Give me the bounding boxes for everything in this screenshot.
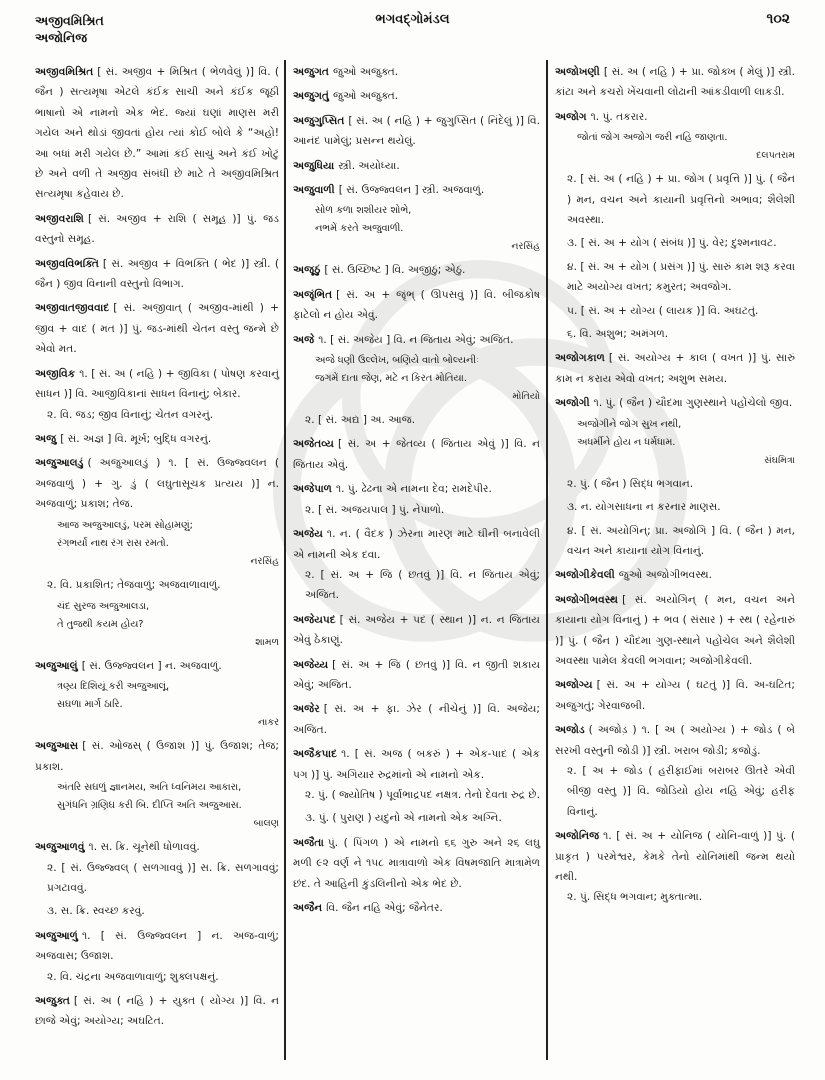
entry-headword: અજૃંભિત [293,288,333,301]
dictionary-entry [35,926,279,987]
entry-sense: ૨. પું. ( જ્યોતિષ ) પૂર્વાભાદ્રપદ નક્ષત્ર. તેનો દેવતા રુદ્ર છે. [305,788,540,801]
dictionary-entry [35,991,279,1032]
entry-headword: અજુ [35,432,57,445]
entry-text: [ સં. અજીવ + વિભક્તિ ( ભેદ )] સ્ત્રી. ( જૈન ) જીવ વિનાની વસ્તુનો વિભાગ. [35,257,279,291]
entry-definition [293,610,540,651]
quotation [293,202,540,256]
entry-definition [35,837,279,857]
entry-text: ૧. [ સં. ઉજ્જ્વલન ] ન. અજ-વાળું; અજવાસ; ઉજાશ. [35,929,279,963]
entry-sense: ૪. [ સં. અયોગિન્; પ્રા. અજોગિ ] વિ. ( જૈન ) મન, વચન અને કાયાના યોગ વિનાનું. [567,524,795,557]
quotation-line: જોતાં જોગ અજોગ જરી નહિ જાણતા. [577,132,728,144]
dictionary-entry [293,744,540,829]
entry-definition [293,744,540,785]
dictionary-entry [35,736,279,833]
entry-definition [35,62,279,205]
entry-text: ( અજોડ઼ ) ૧. [ અ ( અયોગ્ય ) + જોડ ( બે સરખી વસ્તુની જોડી )] સ્ત્રી. ખરાબ જોડી; કજોડું. [555,724,795,757]
entry-headword: અજીવવિભક્તિ [35,257,99,270]
page-header [0,0,825,56]
entry-definition [555,826,795,887]
dictionary-entry [293,111,540,152]
entry-sense: ૨. વિ. પ્રકાશિત; તેજવાળું; અજવાળાવાળું. [47,578,221,591]
entry-sense: ૪. [ સં. અ + યોગ ( પ્રસંગ )] પું. સારું કામ શરૂ કરવા માટે અયોગ્ય વખત; કમુરત; અવજોગ. [567,260,795,294]
guide-word-last: અજોનિજ [35,30,88,45]
entry-headword: અજોગીકેવલી [555,569,615,582]
entry-text: ૧. પું. ઢેઢના એ નામના દેવ; રામદેપીર. [335,483,492,496]
entry-text: સ્ત્રી. અયોધ્યા. [338,159,400,172]
dictionary-entry [35,429,279,449]
entry-text: [ સં. અ + જિ ( છતવું )] વિ. ન જીતી શકાય એવું; અજિત. [293,658,540,691]
entry-headword: અજોગ્ય [555,679,593,692]
dictionary-entry [293,479,540,520]
entry-headword: અજૈકપાદ [293,748,338,761]
dictionary-entry [35,364,279,425]
quotation [293,352,540,406]
entry-definition [35,429,279,449]
quotation-line: નભમેં કરતે અજુવાળી. [315,223,404,235]
entry-text: [ સં. અજીવ + રાશિ ( સમૂહ )] પું. જડ વસ્તુનો સમૂહ. [35,212,279,246]
entry-text: [ સં. અયોગિન્ ( મન, વચન અને કાયાના યોગ વિનાનું ) + ભવ ( સંસાર ) + સ્થ ( રહેનારું )] પું. ( જૈન ) ચૌદમા ગુણ-સ્થાને પહોંચેલ અને શૈલેશી અવસ્થા પામેલ કેવલી ભગવાન; અજોગીકેવલી. [555,593,795,667]
entry-sense: ૬. વિ. અશુભ; અમંગળ. [567,328,669,341]
quotation-line: આજ અજુઆલડું, પરમ સોહામણું; [57,519,193,531]
column-3 [555,62,795,912]
dictionary-entry [35,453,279,652]
entry-definition [35,298,279,359]
dictionary-entry [293,156,540,176]
entry-text: ( અજુઆલડું ) ૧. [ સં. ઉજ્જ્વલન ( અજવાળું ) + ગુ. ડું ( લઘુતાસૂચક પ્રત્યય )] ન. અજવાળું; પ્રકાશ; તેજ. [35,457,279,511]
entry-sense: ૨. [ સં. અ ( નહિ ) + પ્રા. જોગ ( પ્રવૃત્તિ )] પું. ( જૈન ) મન, વચન અને કાયાની પ્રવૃત્તિનો અભાવ; શૈલેશી અવસ્થા. [567,173,795,227]
dictionary-entry [555,565,795,585]
entry-headword: અજુગતું [293,90,329,103]
entry-headword: અજોખણી [555,66,600,78]
entry-text: [ સં. અ + જૃંભ્ ( ઊપસવું )] વિ. બીજકોષ ફાટેલો ન હોય એવું. [293,288,540,322]
entry-sense: ૨. પું. સિદ્ધ ભગવાન; મુક્તાત્મા. [567,891,703,904]
entry-sense: ૨. પું. ( જૈન ) સિદ્ધ ભગવાન. [567,477,694,490]
entry-sense: ૨. [ સં. અજયપાલ ] પું. નેપાળો. [305,503,445,516]
dictionary-entry [293,655,540,696]
quotation [555,416,795,470]
entry-definition [555,107,795,127]
entry-text: [ સં. અજ્ઞ ] વિ. મૂર્ખ; બુદ્ધિ વગરનું. [60,432,212,445]
dictionary-entry [555,348,795,389]
entry-headword: અજોગ [555,110,587,123]
entry-definition [555,565,795,585]
quotation-author: દલપતરામ [756,150,795,162]
entry-text: [ સં. અયોગ્ય + કાલ ( વખત )] પું. સારું કામ ન કરાય એવો વખત; અશુભ સમય. [555,352,795,385]
quotation-line: સઘળા માર્ગ ઠારિ. [57,699,123,711]
entry-text: ૧. સ. ક્રિ. ચૂનેથી ધોળાવવું. [88,841,200,854]
entry-text: વિ. જૈન નહિ એવું; જૈનેતર. [326,902,443,914]
entry-definition [555,720,795,761]
entry-text: જુઓ અજુક્ત. [332,66,399,78]
entry-definition [293,260,540,280]
dictionary-entry [293,524,540,606]
entry-sense: ૨. વિ. જડ; જીવ વિનાનું; ચેતન વગરનું. [47,408,214,421]
entry-text: [ સં. ઉજ્જ્વલન ] સ્ત્રી. અજવાળું. [338,184,485,197]
entry-headword: અજીવરાશિ [35,212,84,225]
dictionary-entry [293,434,540,475]
entry-text: જુઓ અજુક્ત. [332,90,399,103]
dictionary-entry [293,330,540,431]
entry-text: [ સં. ઓજસ્ ( ઉજાશ )] પું. ઉજાશ; તેજ; પ્રકાશ. [35,740,279,773]
entry-definition [293,898,540,918]
dictionary-entry [555,720,795,822]
dictionary-entry [293,285,540,326]
entry-definition [293,434,540,475]
entry-headword: અજે [293,333,315,346]
entry-sense: ૨. [ સં. અ + જિ ( છતવું )] વિ. ન જિતાય એવું; અજિત. [305,568,540,602]
entry-text: પું. ( પિંગળ ) એ નામનો ૬૬ ગુરુ અને ૨૬ લઘુ મળી ૯૨ વર્ણ ને ૧૫૮ માત્રાવાળો એક વિષમજાતિ માત્રામેળ છંદ. તે આહિની કુંડલિનીનો એક ભેદ છે. [293,836,540,890]
entry-headword: અજૈતા [293,836,324,849]
entry-headword: અજેયપદ [293,613,336,626]
page-number: ૧૦૨ [766,11,790,27]
entry-definition [293,655,540,696]
quotation-author: શામળ [255,636,279,648]
quotation-author: નરસિંહ [511,241,540,253]
entry-headword: અજેતવ્ય [293,438,334,451]
entry-definition [35,209,279,250]
entry-definition [293,62,540,82]
quotation-line: અજે ધણી ઉલ્લેખ, બણિયે વાતો બોલ્યનીઃ [315,355,479,367]
entry-definition [555,393,795,413]
dictionary-entry [555,62,795,103]
quotation-line: રંગભર્યાં નાથ રંગ રાસ રમતો. [57,537,169,549]
dictionary-entry [35,62,279,205]
entry-text: [ સં. અ + જેતવ્ય ( જિતાય એવું )] વિ. ન જિતાય એવું. [293,438,540,471]
dictionary-entry [293,610,540,651]
entry-definition [35,991,279,1032]
entry-headword: અજીવિક [35,367,76,380]
column-divider-1 [284,60,286,1060]
entry-text: [ સં. અ ( નહિ ) + જુગુપ્સિત ( નિંદેલું )] વિ. આનંદ પામેલું; પ્રસન્ન થયેલું. [293,114,540,148]
entry-text: [ સં. ઉચ્છિષ્ટ ] વિ. અજીઠું; એઠું. [324,264,466,277]
quotation-line: અજોગીને જોગ સુખ નથી, [577,418,682,430]
page-title: ભગવદ્ગોમંડલ [375,12,450,27]
entry-definition [555,675,795,716]
entry-definition [293,86,540,106]
entry-headword: અજેપાળ [293,483,332,496]
quotation [35,517,279,571]
entry-headword: અજુક્ત [35,995,70,1007]
entry-text: ૧. [ સં. અજ ( બકરું ) + એક-પાદ ( એક પગ )] પું. અગિયાર રુદ્રમાંનો એ નામનો એક. [293,748,540,781]
quotation-line: જગમેં દાતા જેણ, મટે ન કિરત મોતિયા. [315,373,467,385]
entry-headword: અજૂઠું [293,264,321,277]
quotation-author: બાલણ [253,818,279,830]
guide-word-first: અજીવમિશ્રિત [35,13,104,28]
dictionary-entry [555,393,795,561]
entry-definition [555,348,795,389]
dictionary-entry [293,260,540,280]
quotation-author: સંઘમિત્રા [764,454,795,466]
entry-definition [293,330,540,350]
entry-headword: અજોગીભવસ્થ [555,593,619,606]
entry-definition [293,285,540,326]
entry-definition [35,254,279,295]
dictionary-entry [555,826,795,908]
entry-text: ૧. [ સં. અજેય ] વિ. ન જિતાય એવું; અજિત. [318,333,514,346]
entry-headword: અજેય [293,528,323,541]
quotation-line: ચંદ સુરજ અજુઆલડા, [57,600,150,612]
entry-text: ૧. ન. ( વૈદક ) ઝેરના મારણ માટે ઘીની બનાવેલી એ નામની એક દવા. [293,528,540,561]
quotation-line: સુગંધનિ ગ્રણિઘ કરી બિ. દીપ્તિ અતિ અજુઆસ. [57,800,242,812]
entry-definition [555,62,795,103]
entry-definition [293,156,540,176]
quotation-line: સોળ કળા શશીયર શોભે, [315,205,412,217]
entry-sense: ૨. વિ. ચંદ્રના અજવાળાવાળું; શુક્લપક્ષનું. [47,970,219,983]
entry-text: [ સં. અ ( નહિ ) + પ્રા. જોક્ખ ( મેલું )] સ્ત્રી. કાંટા અને કચરો ખેંચવાની લોઢાની આંકડીવાળી લાકડી. [555,66,795,99]
entry-headword: અજુઆળું [35,929,78,942]
entry-definition [293,180,540,200]
entry-headword: અજીવાતજીવવાદ [35,302,110,315]
entry-headword: અજુવાળી [293,184,335,197]
entry-text: ૧. પું. ( જૈન ) ચૌદમા ગુણસ્થાને પહોંચેલો જીવ. [593,397,793,410]
quotation-author: નરસિંહ [250,555,279,567]
dictionary-entry [35,656,279,732]
entry-text: [ સં. ઉજ્જ્વલન ] ન. અજવાળું. [81,659,222,672]
entry-headword: અજુધિયા [293,159,335,172]
entry-definition [293,699,540,740]
entry-headword: અજોનિજ [555,830,600,843]
entry-sense: ૩. સ. ક્રિ. સ્વચ્છ કરવું. [47,905,145,918]
dictionary-entry [35,837,279,922]
dictionary-entry [293,86,540,106]
entry-definition [293,479,540,499]
entry-sense: ૨. [ સં. અદ્ય ] અ. આજ. [305,414,416,427]
entry-definition [293,524,540,565]
entry-headword: અજીવમિશ્રિત [35,66,94,78]
entry-headword: અજુગત [293,66,329,78]
quotation-author: મોતિયો [512,391,540,403]
entry-text: [ સં. અ + ફા. ઝેર ( નીચેનું )] વિ. અજેય; અજિત. [293,703,540,736]
entry-headword: અજોગી [555,397,590,410]
quotation-author: નાકર [257,717,279,729]
entry-definition [35,926,279,967]
entry-text: [ સં. અજેય + પદ ( સ્થાન )] ન. ન જિતાય એવું ઠેકાણું. [293,613,540,647]
quotation [35,678,279,732]
entry-text: [ સં. અજીવ + મિશ્રિત ( ભેળવેલું )] વિ. ( જૈન ) સત્યમૃષા એટલે કંઈક સાચી અને કંઈક જૂઠી ભાષાનો એ નામનો એક ભેદ. જ્યાં ઘણાં માણસ મરી ગયેલ અને થોડાં જીવતાં હોય ત્યાં કોઈ બોલે કે “અહો! આ બધાં મરી ગયેલ છે.” આમાં કંઈ સાચું અને કંઈ ખોટું છે અને વળી તે અજીવ સંબંધી છે માટે તે અજીવમિશ્રિત સત્યમૃષા કહેવાય છે. [35,66,279,201]
entry-definition [293,833,540,894]
dictionary-entry [293,699,540,740]
column-1 [35,62,279,1036]
entry-headword: અજુઆસ [35,740,79,753]
dictionary-entry [555,107,795,345]
dictionary-entry [35,254,279,295]
quotation [35,779,279,833]
entry-headword: અજેય્ય [293,658,329,671]
quotation [555,129,795,165]
dictionary-entry [293,833,540,894]
entry-definition [35,453,279,514]
entry-text: ૧. [ સં. અ ( નહિ ) + જીવિકા ( પોષણ કરવાનું સાધન )] વિ. આજીવિકાનાં સાધન વિનાનું; બેકાર. [35,367,279,401]
entry-definition [35,736,279,777]
entry-sense: ૨. [ અ + જોડ ( હરીફાઈમાં બરાબર ઊતરે એવી બીજી વસ્તુ )] વિ. જોડિયો હોય નહિ એવું; હરીફ વિનાનું. [567,764,795,818]
entry-headword: અજુઆલું [35,659,78,672]
entry-definition [555,590,795,672]
entry-definition [35,364,279,405]
quotation-line: અધર્મીને હોય ન ધર્મધામ. [577,436,676,448]
dictionary-entry [35,209,279,250]
column-2 [293,62,540,922]
entry-text: [ સં. અ ( નહિ ) + યુક્ત ( યોગ્ય )] વિ. ન છાજે એવું; અયોગ્ય; અઘટિત. [35,995,279,1028]
entry-headword: અજુઆળવું [35,841,85,854]
entry-text: જુઓ અજોગીભવસ્થ. [618,569,713,582]
entry-sense: ૩. પું. ( પુરાણ ) યદુનો એ નામનો એક અગ્નિ. [305,812,502,825]
quotation-line: ત્રણ્ય દિશિયૂં કરી અજુઆલૂં, [57,681,170,693]
entry-text: [ સં. અ + યોગ્ય ( ઘટતું )] વિ. અ-ઘટિત; અજુગતું; ગેરવાજબી. [555,679,795,712]
entry-headword: અજોગકાળ [555,352,605,365]
dictionary-entry [555,675,795,716]
entry-headword: અજુગુપ્સિત [293,114,345,127]
entry-sense: ૫. [ સં. અ + યોગ્ય ( લાયક )] વિ. અઘટતું. [567,304,759,317]
dictionary-entry [293,180,540,256]
dictionary-entry [35,298,279,359]
entry-sense: ૩. ન. યોગસાધના ન કરનાર માણસ. [567,501,721,514]
entry-text: [ સં. અજીવાત્ ( અજીવ-માંથી ) + જીવ + વાદ ( મત )] પું. જડ-માંથી ચેતન વસ્તુ જન્મે છે એવો મત. [35,302,279,356]
entry-definition [35,656,279,676]
entry-headword: અજેર [293,703,320,716]
entry-sense: ૨. [ સં. ઉજ્જ્વલ્ ( સળગાવવું )] સ. ક્રિ. સળગાવવું; પ્રગટાવવું. [47,861,279,894]
entry-headword: અજુઆલડું [35,457,84,470]
dictionary-entry [293,62,540,82]
quotation [35,598,279,652]
quotation-line: અંતરિ સઘળું જ્ઞાનમય, અતિ ધ્વનિમય આકારા, [57,782,242,794]
column-divider-2 [546,60,548,1060]
quotation-line: તે તુજથી કયમ હોય? [57,618,144,630]
entry-sense: ૩. [ સં. અ + યોગ ( સંબંધ )] પું. વેર; દુશ્મનાવટ. [567,237,777,250]
entry-text: ૧. [ સં. અ + યોનિજ ( યોનિ-વાળું )] પું. ( પ્રાકૃત ) પરમેશ્વર, કેમકે તેનો યોનિમાંથી જન્મ થયો નથી. [555,830,795,883]
dictionary-entry [555,590,795,672]
entry-text: ૧. પું. તકરાર. [590,110,648,123]
entry-definition [293,111,540,152]
entry-headword: અજૈન [293,902,323,914]
entry-headword: અજોડ [555,724,585,737]
dictionary-entry [293,898,540,918]
